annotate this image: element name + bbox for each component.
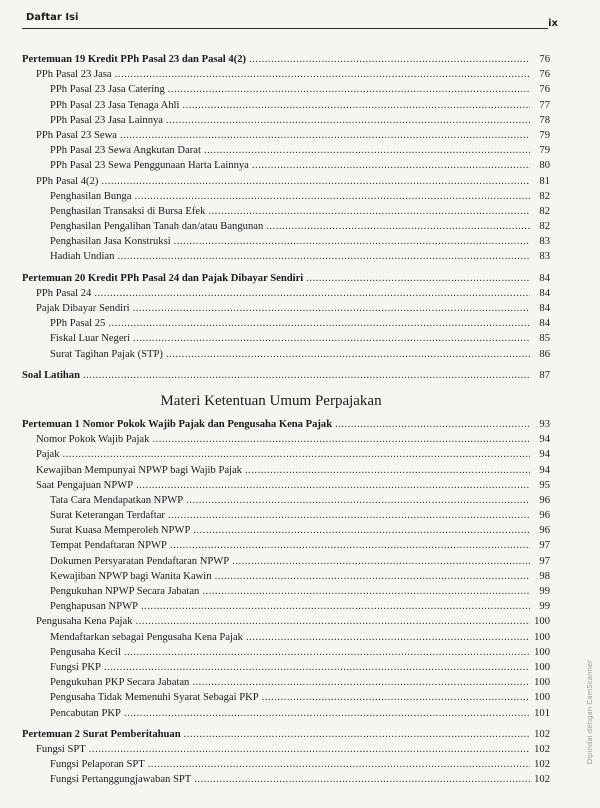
dot-leader [249, 52, 530, 67]
toc-entry [22, 249, 550, 264]
dot-leader [83, 368, 530, 383]
dot-leader [182, 98, 530, 113]
dot-leader [232, 554, 530, 569]
dot-leader [245, 463, 530, 478]
dot-leader [141, 599, 530, 614]
toc-entry-page: 98 [539, 570, 550, 582]
toc-entry-label: PPh Pasal 24 [36, 287, 92, 299]
toc-entry-page: 79 [539, 145, 550, 157]
dot-leader [104, 660, 530, 675]
toc-entry-label: Saat Pengajuan NPWP [36, 479, 134, 491]
toc-entry-label: Pertemuan 1 Nomor Pokok Wajib Pajak dan Pengusaha Kena Pajak [22, 418, 333, 430]
toc-entry-page: 86 [539, 348, 550, 360]
toc-entry [22, 113, 550, 128]
dot-leader [262, 690, 530, 705]
table-of-contents [22, 52, 550, 787]
dot-leader [124, 645, 530, 660]
toc-entry-page: 102 [534, 743, 550, 755]
toc-entry-page: 83 [539, 251, 550, 263]
dot-leader [63, 447, 530, 462]
toc-entry-page: 85 [539, 333, 550, 345]
toc-entry [22, 347, 550, 362]
toc-entry-label: PPh Pasal 23 Jasa Tenaga Ahli [50, 99, 180, 111]
dot-leader [215, 569, 530, 584]
dot-leader [124, 706, 530, 721]
toc-entry [22, 174, 550, 189]
toc-entry-page: 102 [534, 728, 550, 740]
toc-entry-page: 96 [539, 525, 550, 537]
header-page-number: ix [548, 18, 558, 29]
toc-entry-page: 84 [539, 318, 550, 330]
toc-entry-page: 96 [539, 494, 550, 506]
toc-entry-label: Fiskal Luar Negeri [50, 333, 131, 345]
toc-entry-label: Pengukuhan NPWP Secara Jabatan [50, 586, 200, 597]
toc-entry-label: Surat Tagihan Pajak (STP) [50, 348, 163, 360]
dot-leader [133, 301, 530, 316]
toc-entry [22, 690, 550, 705]
toc-entry-page: 77 [539, 99, 550, 111]
toc-entry-page: 93 [539, 418, 550, 430]
toc-entry [22, 67, 550, 82]
toc-entry-page: 100 [534, 646, 550, 658]
dot-leader [306, 271, 530, 286]
toc-entry-page: 94 [539, 434, 550, 446]
toc-entry-page: 82 [539, 190, 550, 202]
toc-entry [22, 675, 550, 690]
toc-entry-label: PPh Pasal 4(2) [36, 175, 99, 187]
toc-entry [22, 447, 550, 462]
toc-group-3 [22, 368, 550, 383]
toc-group-2 [22, 271, 550, 362]
dot-leader [194, 772, 530, 787]
dot-leader [252, 158, 530, 173]
toc-entry [22, 584, 550, 599]
toc-entry [22, 143, 550, 158]
dot-leader [246, 630, 530, 645]
dot-leader [335, 417, 530, 432]
toc-entry [22, 493, 550, 508]
dot-leader [204, 143, 530, 158]
toc-entry-label: Mendaftarkan sebagai Pengusaha Kena Pajak [50, 631, 243, 643]
dot-leader [136, 614, 531, 629]
toc-entry [22, 706, 550, 721]
toc-entry [22, 645, 550, 660]
toc-entry [22, 538, 550, 553]
toc-entry-page: 76 [539, 54, 550, 65]
toc-entry-label: Pajak Dibayar Sendiri [36, 303, 130, 314]
dot-leader [168, 82, 530, 97]
toc-entry-page: 102 [534, 774, 550, 786]
toc-group-5 [22, 727, 550, 788]
toc-entry-page: 84 [539, 287, 550, 299]
dot-leader [208, 204, 530, 219]
toc-entry [22, 660, 550, 675]
toc-entry-label: Pengusaha Kecil [50, 646, 121, 658]
toc-entry-label: Hadiah Undian [50, 251, 115, 263]
toc-entry-label: Penghasilan Bunga [50, 190, 132, 202]
toc-entry-label: PPh Pasal 23 Sewa Penggunaan Harta Lainnya [50, 160, 249, 172]
toc-entry-page: 94 [539, 449, 550, 461]
toc-entry-label: Pertemuan 20 Kredit PPh Pasal 24 dan Pajak Dibayar Sendiri [22, 272, 304, 284]
toc-entry [22, 478, 550, 493]
scanner-watermark: Dipindai dengan CamScanner [586, 660, 594, 765]
toc-entry-page: 100 [534, 631, 550, 643]
toc-entry-page: 100 [534, 677, 550, 689]
toc-entry-page: 76 [539, 69, 550, 81]
toc-entry-label: Pajak [36, 449, 60, 461]
toc-entry-page: 80 [539, 160, 550, 172]
toc-entry-label: Fungsi PKP [50, 661, 101, 673]
toc-entry-label: Pertemuan 19 Kredit PPh Pasal 23 dan Pasal 4(2) [22, 54, 247, 65]
dot-leader [192, 675, 530, 690]
page-header [22, 6, 558, 29]
toc-entry [22, 742, 550, 757]
toc-entry [22, 614, 550, 629]
toc-entry-page: 82 [539, 205, 550, 217]
toc-entry-label: PPh Pasal 23 Jasa [36, 69, 112, 81]
toc-entry-label: Pertemuan 2 Surat Pemberitahuan [22, 728, 181, 740]
toc-entry-page: 101 [534, 707, 550, 719]
toc-entry [22, 772, 550, 787]
toc-entry-label: Pengusaha Kena Pajak [36, 616, 133, 628]
toc-entry-label: Penghapusan NPWP [50, 601, 138, 613]
toc-entry-page: 100 [534, 661, 550, 673]
dot-leader [89, 742, 530, 757]
toc-entry-label: PPh Pasal 23 Sewa [36, 129, 117, 141]
toc-entry [22, 757, 550, 772]
toc-entry [22, 569, 550, 584]
toc-entry-label: Fungsi SPT [36, 743, 86, 755]
dot-leader [168, 508, 530, 523]
toc-entry [22, 189, 550, 204]
dot-leader [101, 174, 530, 189]
toc-entry-label: Dokumen Persyaratan Pendaftaran NPWP [50, 555, 230, 567]
toc-entry [22, 463, 550, 478]
dot-leader [266, 219, 530, 234]
toc-entry-page: 82 [539, 221, 550, 233]
toc-group-1 [22, 52, 550, 265]
toc-entry-label: PPh Pasal 23 Jasa Lainnya [50, 114, 163, 126]
dot-leader [108, 316, 530, 331]
toc-entry-label: Surat Keterangan Terdaftar [50, 510, 165, 522]
toc-entry-page: 94 [539, 464, 550, 476]
dot-leader [174, 234, 530, 249]
dot-leader [133, 331, 530, 346]
toc-entry-page: 81 [539, 175, 550, 187]
toc-entry [22, 599, 550, 614]
toc-chapter-entry [22, 417, 550, 432]
toc-entry [22, 432, 550, 447]
toc-entry [22, 82, 550, 97]
toc-entry-label: Tempat Pendaftaran NPWP [50, 540, 167, 552]
toc-entry-page: 84 [539, 272, 550, 284]
dot-leader [202, 584, 530, 599]
dot-leader [94, 286, 530, 301]
dot-leader [115, 67, 530, 82]
toc-entry-page: 83 [539, 236, 550, 248]
toc-entry-page: 76 [539, 84, 550, 96]
toc-entry-page: 97 [539, 540, 550, 552]
dot-leader [152, 432, 530, 447]
toc-entry [22, 554, 550, 569]
toc-entry-label: Fungsi Pertanggungjawaban SPT [50, 774, 192, 786]
toc-entry-page: 100 [534, 692, 550, 704]
toc-entry [22, 128, 550, 143]
dot-leader [184, 727, 530, 742]
dot-leader [135, 189, 530, 204]
toc-chapter-entry [22, 52, 550, 67]
toc-entry [22, 158, 550, 173]
toc-entry-label: Pencabutan PKP [50, 707, 121, 719]
toc-entry-label: PPh Pasal 25 [50, 318, 106, 330]
dot-leader [186, 493, 530, 508]
toc-entry-label: PPh Pasal 23 Jasa Catering [50, 84, 165, 96]
toc-entry-page: 78 [539, 114, 550, 126]
toc-entry [22, 523, 550, 538]
toc-entry [22, 286, 550, 301]
toc-entry [22, 219, 550, 234]
toc-entry [22, 331, 550, 346]
toc-entry-label: Pengusaha Tidak Memenuhi Syarat Sebagai PKP [50, 692, 259, 704]
toc-entry-page: 102 [534, 759, 550, 771]
toc-entry-page: 99 [539, 586, 550, 597]
toc-entry-label: Penghasilan Transaksi di Bursa Efek [50, 205, 206, 217]
dot-leader [166, 113, 530, 128]
toc-entry-label: Soal Latihan [22, 369, 80, 381]
toc-chapter-entry [22, 727, 550, 742]
dot-leader [193, 523, 530, 538]
toc-entry-page: 96 [539, 510, 550, 522]
dot-leader [148, 757, 530, 772]
toc-entry [22, 316, 550, 331]
dot-leader [166, 347, 530, 362]
toc-entry [22, 234, 550, 249]
dot-leader [136, 478, 530, 493]
section-title: Materi Ketentuan Umum Perpajakan [160, 392, 382, 409]
toc-entry-page: 87 [539, 369, 550, 381]
toc-entry [22, 508, 550, 523]
dot-leader [117, 249, 530, 264]
toc-entry [22, 301, 550, 316]
toc-entry [22, 630, 550, 645]
toc-entry-label: Tata Cara Mendapatkan NPWP [50, 494, 184, 506]
toc-entry-label: Surat Kuasa Memperoleh NPWP [50, 525, 191, 537]
toc-entry-label: PPh Pasal 23 Sewa Angkutan Darat [50, 145, 201, 157]
toc-entry-label: Fungsi Pelaporan SPT [50, 759, 145, 771]
toc-entry-page: 97 [539, 555, 550, 567]
toc-entry-label: Penghasilan Pengalihan Tanah dan/atau Bangunan [50, 221, 264, 233]
header-section-name: Daftar Isi [26, 12, 79, 23]
toc-entry-label: Pengukuhan PKP Secara Jabatan [50, 677, 190, 689]
toc-entry-label: Penghasilan Jasa Konstruksi [50, 236, 171, 248]
toc-group-4 [22, 417, 550, 721]
toc-entry-page: 99 [539, 601, 550, 613]
toc-entry-label: Nomor Pokok Wajib Pajak [36, 434, 150, 446]
toc-chapter-entry [22, 271, 550, 286]
toc-entry [22, 204, 550, 219]
toc-entry-label: Kewajiban Mempunyai NPWP bagi Wajib Pajak [36, 464, 242, 476]
toc-entry-label: Kewajiban NPWP bagi Wanita Kawin [50, 570, 212, 582]
toc-entry-page: 100 [534, 616, 550, 628]
toc-entry-page: 84 [539, 303, 550, 314]
toc-entry-page: 79 [539, 129, 550, 141]
toc-entry [22, 98, 550, 113]
dot-leader [170, 538, 530, 553]
toc-chapter-entry [22, 368, 550, 383]
toc-entry-page: 95 [539, 479, 550, 491]
dot-leader [120, 128, 530, 143]
